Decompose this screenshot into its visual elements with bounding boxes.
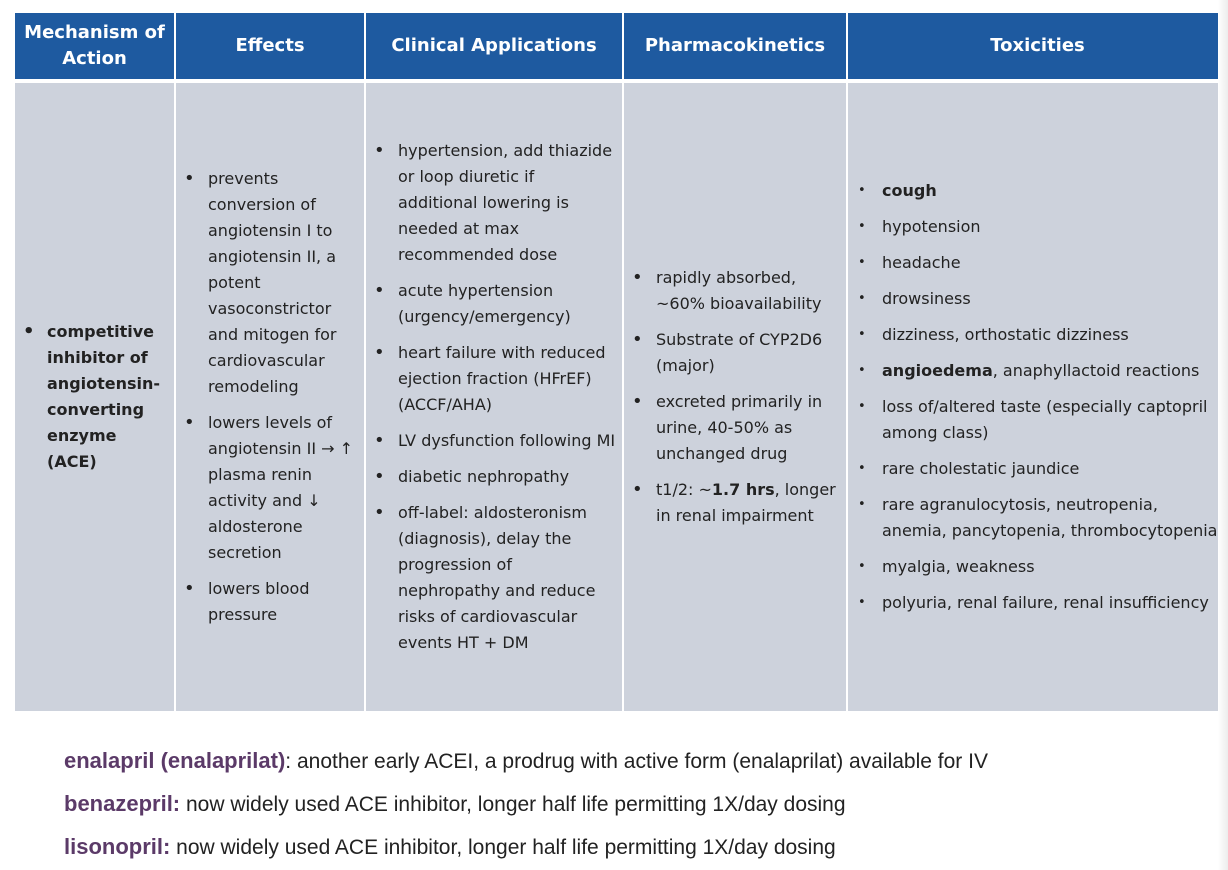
list-item: [656, 477, 840, 529]
list-item: • loss of/altered taste (especially captopril among class): [882, 394, 1221, 446]
header-toxicities: Toxicities: [847, 13, 1227, 81]
mechanism-list: [23, 319, 168, 475]
list-item: • myalgia, weakness: [882, 554, 1221, 580]
header-pharmacokinetics: Pharmacokinetics: [623, 13, 847, 81]
cell-mechanism: [15, 81, 175, 711]
tox-angioedema-rest: , anaphyllactoid reactions: [992, 361, 1200, 380]
toxicities-list: [856, 178, 1221, 616]
list-item: • rapidly absorbed, ~60% bioavailability: [656, 265, 840, 317]
list-item: • prevents conversion of angiotensin I to angiotensin II, a potent vasoconstrictor and mitogen for cardiovascular remodeling: [208, 166, 358, 400]
note-lisonopril: [64, 826, 988, 869]
list-item: • polyuria, renal failure, renal insufficiency: [882, 590, 1221, 616]
cell-toxicities: [847, 81, 1227, 711]
half-life-suffix: , longer in renal impairment: [656, 480, 836, 525]
half-life-prefix: t1/2: ~: [656, 480, 712, 499]
tox-cough: cough: [882, 181, 937, 200]
cell-effects: [175, 81, 365, 711]
list-item: • hypotension: [882, 214, 1221, 240]
header-mechanism: Mechanism of Action: [15, 13, 175, 81]
list-item: • drowsiness: [882, 286, 1221, 312]
header-clinical-applications: Clinical Applications: [365, 13, 623, 81]
list-item: • rare agranulocytosis, neutropenia, anemia, pancytopenia, thrombocytopenia: [882, 492, 1221, 544]
effects-list: [184, 166, 358, 628]
half-life-value: 1.7 hrs: [711, 480, 775, 499]
list-item: • headache: [882, 250, 1221, 276]
ace-inhibitor-table: [15, 13, 1227, 711]
header-effects: Effects: [175, 13, 365, 81]
note-text: : another early ACEI, a prodrug with active form (enalaprilat) available for IV: [285, 750, 988, 773]
list-item: [882, 358, 1221, 384]
list-item: • LV dysfunction following MI: [398, 428, 616, 454]
drug-name: lisonopril:: [64, 834, 171, 859]
table-row: [15, 81, 1227, 711]
cell-pharmacokinetics: [623, 81, 847, 711]
table-header-row: [15, 13, 1227, 81]
list-item: • diabetic nephropathy: [398, 464, 616, 490]
note-text: now widely used ACE inhibitor, longer half life permitting 1X/day dosing: [170, 836, 836, 859]
list-item: • off-label: aldosteronism (diagnosis), delay the progression of nephropathy and reduce risks of cardiovascular events HT + DM: [398, 500, 616, 656]
cell-clinical-applications: [365, 81, 623, 711]
tox-angioedema: angioedema: [882, 361, 993, 380]
list-item: [882, 178, 1221, 204]
list-item: • competitive inhibitor of angiotensin-converting enzyme (ACE): [47, 319, 168, 475]
list-item: • dizziness, orthostatic dizziness: [882, 322, 1221, 348]
list-item: • lowers levels of angiotensin II → ↑ plasma renin activity and ↓ aldosterone secretion: [208, 410, 358, 566]
list-item: • rare cholestatic jaundice: [882, 456, 1221, 482]
note-text: now widely used ACE inhibitor, longer half life permitting 1X/day dosing: [180, 793, 846, 816]
drug-name: enalapril (enalaprilat): [64, 748, 286, 773]
note-benazepril: [64, 783, 988, 826]
clinical-list: [374, 138, 616, 656]
list-item: • hypertension, add thiazide or loop diuretic if additional lowering is needed at max recommended dose: [398, 138, 616, 268]
list-item: • lowers blood pressure: [208, 576, 358, 628]
note-enalapril: [64, 740, 988, 783]
page-edge-shadow: [1218, 0, 1228, 870]
list-item: • acute hypertension (urgency/emergency): [398, 278, 616, 330]
list-item: • excreted primarily in urine, 40-50% as unchanged drug: [656, 389, 840, 467]
related-drugs-notes: [64, 740, 988, 869]
list-item: • Substrate of CYP2D6 (major): [656, 327, 840, 379]
list-item: • heart failure with reduced ejection fraction (HFrEF) (ACCF/AHA): [398, 340, 616, 418]
drug-name: benazepril:: [64, 791, 181, 816]
pk-list: [632, 265, 840, 529]
